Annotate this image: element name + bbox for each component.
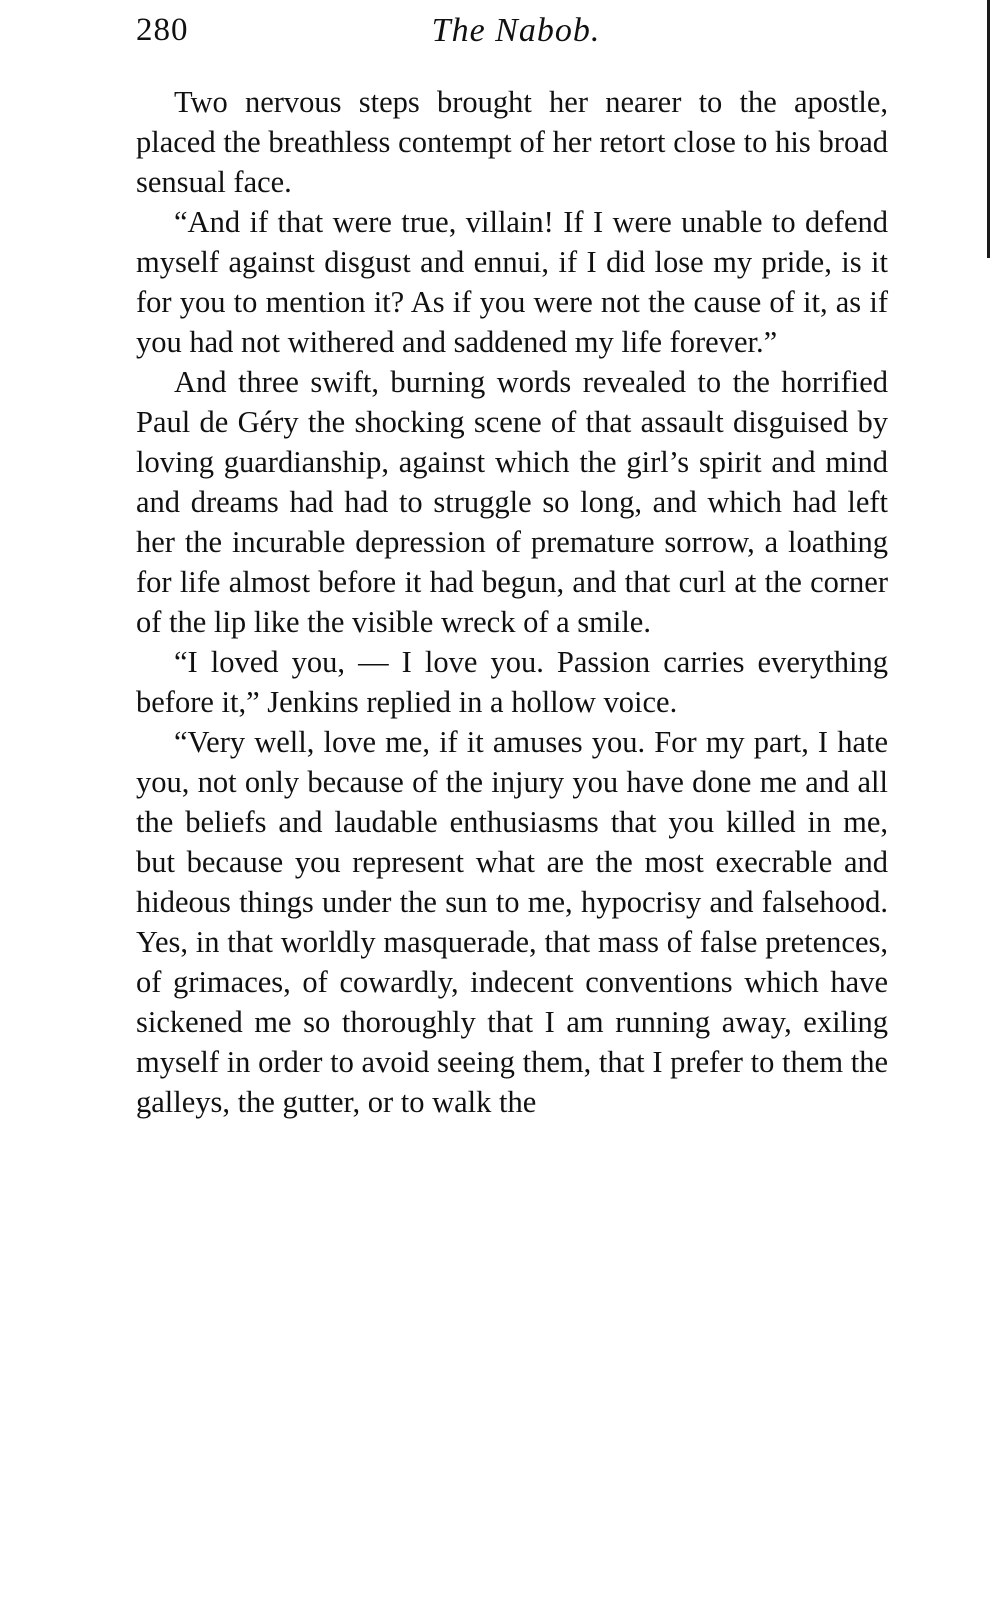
page-edge-line bbox=[987, 0, 990, 258]
body-text bbox=[136, 82, 888, 1122]
running-title: The Nabob. bbox=[431, 12, 601, 49]
page-header bbox=[136, 12, 896, 62]
paragraph: “Very well, love me, if it amuses you. For my part, I hate you, not only because of the injury you have done me and all the beliefs and laudable enthusiasms that you killed in me, but because you represent what are the most execrable and hideous things under the sun to me, hypocrisy and falsehood. Yes, in that worldly masquerade, that mass of false pretences, of grimaces, of cowardly, indecent conventions which have sickened me so thoroughly that I am running away, exiling myself in order to avoid seeing them, that I prefer to them the galleys, the gutter, or to walk the bbox=[136, 725, 888, 1119]
paragraph: “And if that were true, villain! If I were unable to defend myself against disgust and ennui, if I did lose my pride, is it for you to mention it? As if you were not the cause of it, as if you had not withered and saddened my life forever.” bbox=[136, 205, 888, 359]
page-number: 280 bbox=[136, 12, 189, 48]
paragraph: “I loved you, — I love you. Passion carries everything before it,” Jenkins replied in a hollow voice. bbox=[136, 645, 888, 719]
paragraph: Two nervous steps brought her nearer to the apostle, placed the breathless contempt of her retort close to his broad sensual face. bbox=[136, 85, 888, 199]
paragraph: And three swift, burning words revealed to the horrified Paul de Géry the shocking scene of that assault disguised by loving guardianship, against which the girl’s spirit and mind and dreams had had to struggle so long, and which had left her the incurable depression of premature sorrow, a loathing for life almost before it had begun, and that curl at the corner of the lip like the visible wreck of a smile. bbox=[136, 365, 888, 639]
